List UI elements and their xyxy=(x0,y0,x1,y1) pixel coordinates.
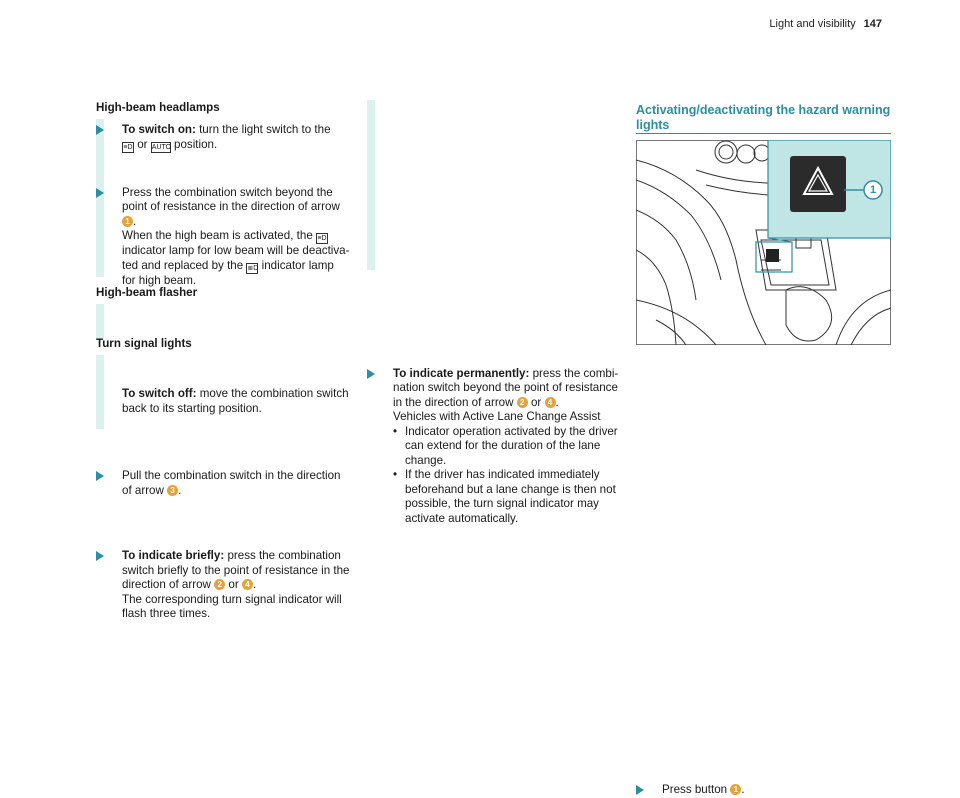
step-text: move the combination switch xyxy=(196,387,349,400)
step-text: Pull the combination switch in the direction xyxy=(122,469,341,482)
step-text: or xyxy=(137,137,148,151)
step-arrow-icon xyxy=(96,471,104,481)
arrow-number-badge: 4 xyxy=(242,579,253,590)
section-title xyxy=(636,103,896,133)
arrow-number-badge: 1 xyxy=(730,784,741,795)
step-text: Press button xyxy=(662,783,728,796)
high-beam-icon: ≣D xyxy=(247,264,259,272)
step-text: Vehicles with Active Lane Change Assist xyxy=(393,410,601,423)
section-title-line: Activating/deactivating the hazard warning xyxy=(636,103,891,117)
hazard-switch-illustration xyxy=(636,140,891,345)
bullet-item xyxy=(393,425,653,469)
page-number: 147 xyxy=(863,18,882,30)
step-flasher xyxy=(96,469,382,498)
step-text: switch briefly to the point of resistance in the xyxy=(122,563,350,577)
step-text: When the high beam is activated, the xyxy=(122,229,313,242)
heading-high-beam: High-beam headlamps xyxy=(96,101,220,114)
step-switch-on xyxy=(96,123,382,153)
step-arrow-icon xyxy=(367,369,375,379)
step-text: for high beam. xyxy=(122,273,197,287)
step-text: ted and replaced by the xyxy=(122,258,244,272)
step-text: back to its starting position. xyxy=(122,401,262,415)
step-text: . xyxy=(252,578,257,591)
step-text: direction of arrow xyxy=(122,578,211,591)
heading-flasher: High-beam flasher xyxy=(96,286,198,299)
step-text: or xyxy=(228,578,239,591)
low-beam-icon: ≡D xyxy=(317,235,327,242)
step-label: To switch on: xyxy=(122,123,196,136)
step-label: To indicate permanently: xyxy=(393,366,530,380)
step-group-bar xyxy=(367,100,375,270)
bullet-text: beforehand but a lane change is then not xyxy=(405,482,616,496)
step-text: . xyxy=(741,783,745,796)
step-switch-off xyxy=(96,387,382,416)
section-name: Light and visibility xyxy=(769,18,856,30)
step-text: . xyxy=(178,483,182,497)
step-group-bar xyxy=(96,304,104,340)
step-text: . xyxy=(555,395,559,409)
step-arrow-icon xyxy=(96,188,104,198)
arrow-number-badge: 1 xyxy=(122,216,133,227)
auto-icon: AUTO xyxy=(151,143,172,151)
step-label: To indicate briefly: xyxy=(122,549,225,562)
step-text: turn the light switch to the xyxy=(195,123,331,136)
bullet-item xyxy=(393,468,653,526)
section-title-line: lights xyxy=(636,118,670,132)
step-group-bar xyxy=(96,355,104,429)
step-text: of arrow xyxy=(122,483,164,497)
step-text: indicator lamp for low beam will be deactiva- xyxy=(122,244,350,257)
step-text: indicator lamp xyxy=(261,258,334,272)
bullet-text: • Indicator operation activated by the driver xyxy=(405,424,618,438)
step-text: The corresponding turn signal indicator will xyxy=(122,592,342,606)
step-arrow-icon xyxy=(96,125,104,135)
step-text: Press the combination switch beyond the xyxy=(122,185,333,199)
step-text: . xyxy=(133,214,137,228)
arrow-number-badge: 4 xyxy=(545,397,556,408)
step-text: press the combination xyxy=(224,549,341,562)
step-text: or xyxy=(530,395,542,409)
bullet-text: can extend for the duration of the lane xyxy=(405,439,601,452)
section-rule xyxy=(636,133,891,134)
arrow-number-badge: 2 xyxy=(214,579,225,590)
step-press-button xyxy=(636,783,917,798)
step-text: press the combi- xyxy=(529,366,619,380)
step-text: in the direction of arrow xyxy=(393,395,514,409)
page-header xyxy=(769,18,882,30)
step-activate-high-beam xyxy=(96,186,382,289)
low-beam-icon: ≡D xyxy=(123,143,133,151)
step-text: nation switch beyond the point of resistance xyxy=(393,381,618,394)
step-indicate-briefly xyxy=(96,549,392,622)
step-arrow-icon xyxy=(636,785,644,795)
arrow-number-badge: 2 xyxy=(517,397,528,408)
arrow-number-badge: 3 xyxy=(167,485,178,496)
step-text: position. xyxy=(174,137,218,151)
bullet-text: change. xyxy=(405,453,447,467)
step-text: flash three times. xyxy=(122,607,211,620)
heading-turn-signal: Turn signal lights xyxy=(96,337,192,350)
step-arrow-icon xyxy=(96,551,104,561)
step-text: point of resistance in the direction of arrow xyxy=(122,200,340,213)
step-label: To switch off: xyxy=(122,387,197,400)
bullet-text: possible, the turn signal indicator may xyxy=(405,497,599,510)
bullet-text: activate automatically. xyxy=(405,511,519,525)
bullet-text: • If the driver has indicated immediately xyxy=(405,468,600,481)
callout-number: 1 xyxy=(869,184,877,196)
step-indicate-permanently xyxy=(367,367,653,527)
